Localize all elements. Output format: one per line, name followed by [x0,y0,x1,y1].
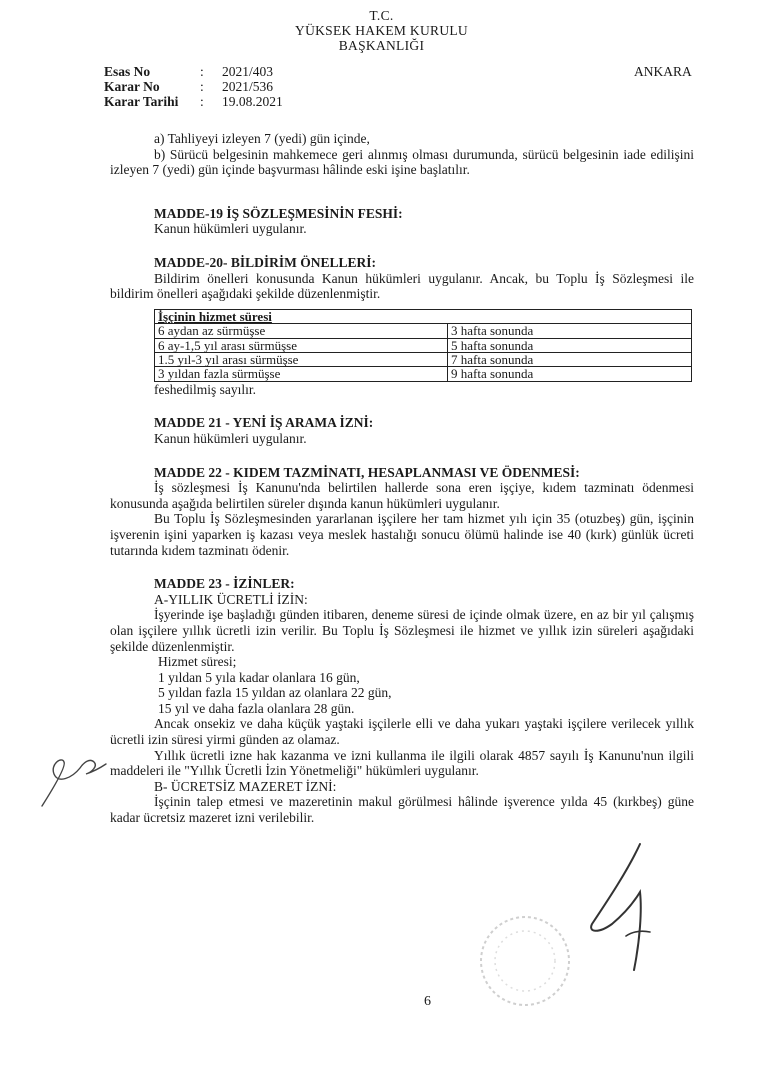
table-cell-period: 6 aydan az sürmüşse [155,324,448,338]
article-23-law-paragraph: Yıllık ücretli izne hak kazanma ve izni kullanma ile ilgili olarak 4857 sayılı İş Kanunu'nun ilgili maddeleri ile "Yıllık Ücretli İzin Yönetmeliği" hükümleri uygulanır. [110,747,694,779]
table-row [155,324,692,338]
table-cell-period: 6 ay-1,5 yıl arası sürmüşse [155,338,448,352]
table-cell-notice: 9 hafta sonunda [448,367,692,381]
article-20-after-table: feshedilmiş sayılır. [154,381,256,397]
article-23-paragraph-b: İşçinin talep etmesi ve mazeretinin makul görülmesi hâlinde işverence yılda 45 (kırkbeş) güne kadar ücretsiz mazeret izni verilebilir. [110,794,694,826]
meta-colon: : [200,94,204,109]
meta-colon: : [200,79,204,94]
header-line-tc: T.C. [369,8,394,23]
meta-label: Karar No [104,79,160,94]
meta-label: Esas No [104,64,151,79]
meta-row-karar-tarihi [104,94,283,109]
signature [568,840,678,980]
initials-signature [36,744,116,814]
document-header [0,8,763,53]
article-23-paragraph-a: İşyerinde işe başladığı günden itibaren, deneme süresi de içinde olmak üzere, en az bir yıl çalışmış olan işçilere yıllık ücretli izin verilir. Bu Toplu İş Sözleşmesi ile hizmet ve yıllık izin süreleri aşağıdaki şekilde düzenlenmiştir. [110,607,694,654]
article-22-paragraph-1: İş sözleşmesi İş Kanunu'nda belirtilen hallerde sona eren işçiye, kıdem tazminatı ödenmesi konusunda aşağıda belirtilen süreler dışında kanun hükümleri uygulanır. [110,480,694,511]
table-row [155,367,692,381]
article-20-title: MADDE-20- BİLDİRİM ÖNELLERİ: [154,254,377,270]
service-duration-label: Hizmet süresi; [158,654,237,670]
service-item: 5 yıldan fazla 15 yıldan az olanlara 22 gün, [158,685,392,701]
article-19-text: Kanun hükümleri uygulanır. [154,221,307,237]
table-header-row [155,309,692,323]
intro-item-a: a) Tahliyeyi izleyen 7 (yedi) gün içinde, [154,131,370,146]
article-23-title: MADDE 23 - İZİNLER: [154,576,295,592]
table-cell-notice: 7 hafta sonunda [448,352,692,366]
article-21-title: MADDE 21 - YENİ İŞ ARAMA İZNİ: [154,415,374,431]
meta-row-karar [104,79,283,94]
article-23-subheading-a: A-YILLIK ÜCRETLİ İZİN: [154,591,308,607]
table-cell-period: 1.5 yıl-3 yıl arası sürmüşse [155,352,448,366]
table-row [155,352,692,366]
case-metadata [104,64,283,109]
header-line-presidency: BAŞKANLIĞI [338,38,425,53]
meta-value: 2021/403 [222,64,274,79]
article-21-text: Kanun hükümleri uygulanır. [154,430,307,446]
official-stamp [470,906,580,1016]
table-cell-notice: 5 hafta sonunda [448,338,692,352]
meta-label: Karar Tarihi [104,94,179,109]
service-item: 15 yıl ve daha fazla olanlara 28 gün. [158,700,355,716]
meta-row-esas [104,64,283,79]
service-item: 1 yıldan 5 yıla kadar olanlara 16 gün, [158,669,360,685]
city-label: ANKARA [634,64,692,79]
table-header-cell: İşçinin hizmet süresi [155,309,692,323]
article-23-subheading-b: B- ÜCRETSİZ MAZERET İZNİ: [154,778,337,794]
notice-period-table [154,309,692,382]
document-body [110,131,694,826]
article-19-title: MADDE-19 İŞ SÖZLEŞMESİNİN FESHİ: [154,205,403,221]
page-number: 6 [424,994,431,1009]
article-23-age-paragraph: Ancak onsekiz ve daha küçük yaştaki işçilerle elli ve daha yukarı yaştaki işçilere verilecek yıllık ücretli izin süresi yirmi günden az olamaz. [110,716,694,748]
header-line-institution: YÜKSEK HAKEM KURULU [295,23,468,38]
table-row [155,338,692,352]
article-22-title: MADDE 22 - KIDEM TAZMİNATI, HESAPLANMASI VE ÖDENMESİ: [154,464,580,480]
meta-value: 2021/536 [222,79,274,94]
table-cell-notice: 3 hafta sonunda [448,324,692,338]
intro-item-b: b) Sürücü belgesinin mahkemece geri alınmış olması durumunda, sürücü belgesinin iade edilişini izleyen 7 (yedi) gün içinde başvurması hâlinde eski işine başlatılır. [110,146,694,178]
table-cell-period: 3 yıldan fazla sürmüşse [155,367,448,381]
meta-colon: : [200,64,204,79]
article-22-paragraph-2: Bu Toplu İş Sözleşmesinden yararlanan işçilere her tam hizmet yılı için 35 (otuzbeş) gün, işçinin işverenin işini yaparken iş kazası veya meslek hastalığı sonucu ölümü halinde ise 40 (kırk) günlük ücreti tutarında kıdem tazminatı ödenir. [110,511,694,558]
article-20-text: Bildirim önelleri konusunda Kanun hükümleri uygulanır. Ancak, bu Toplu İş Sözleşmesi ile bildirim önelleri aşağıdaki şekilde düzenlenmiştir. [110,270,694,302]
meta-value: 19.08.2021 [222,94,283,109]
